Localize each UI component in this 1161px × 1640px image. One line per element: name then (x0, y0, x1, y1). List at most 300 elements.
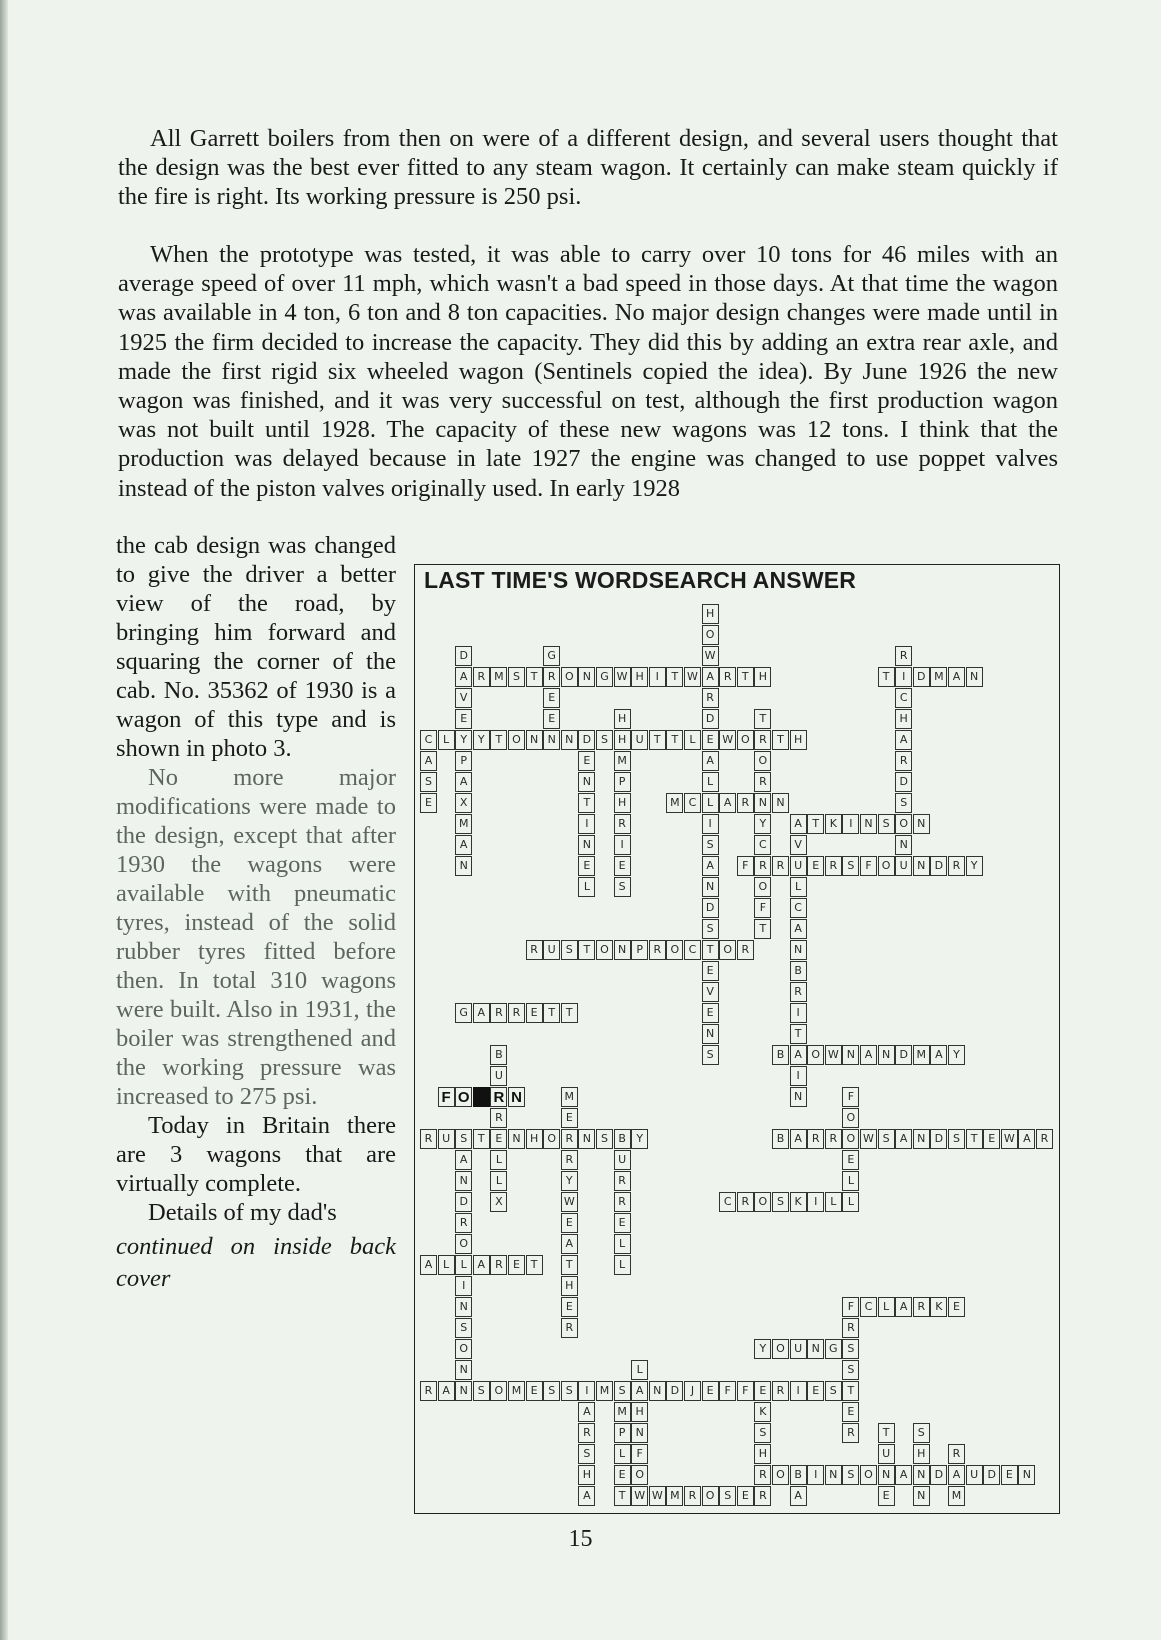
grid-letter-cell: A (948, 667, 965, 687)
grid-letter-cell: D (895, 1045, 912, 1065)
grid-letter-cell: E (543, 709, 560, 729)
grid-letter-cell: N (754, 793, 771, 813)
left-paragraph-modifications: No more major modifications were made to the design, except that after 1930 the wagons were available with pneumatic tyres, instead of the solid rubber tyres fitted before then. In total 310 wagons were built. Also in 1931, the boiler was strengthened and the working pressure was increased to 275 psi. (116, 764, 396, 1110)
grid-letter-cell: R (895, 646, 912, 666)
grid-letter-cell: G (455, 1003, 472, 1023)
grid-letter-cell: T (966, 1129, 983, 1149)
grid-letter-cell: L (614, 1444, 631, 1464)
grid-letter-cell: N (913, 1129, 930, 1149)
grid-letter-cell: N (807, 1339, 824, 1359)
grid-letter-cell: S (702, 835, 719, 855)
grid-letter-cell: L (614, 1234, 631, 1254)
grid-letter-cell: I (702, 814, 719, 834)
grid-letter-cell: R (455, 1213, 472, 1233)
grid-letter-cell: R (719, 667, 736, 687)
grid-letter-cell: C (684, 793, 701, 813)
grid-letter-cell: U (631, 730, 648, 750)
grid-letter-cell: N (913, 856, 930, 876)
grid-letter-cell: M (561, 1087, 578, 1107)
grid-letter-cell: X (490, 1192, 507, 1212)
grid-letter-cell: R (754, 1486, 771, 1506)
grid-letter-cell: O (754, 751, 771, 771)
grid-letter-cell: R (807, 1129, 824, 1149)
grid-letter-cell: N (772, 793, 789, 813)
grid-letter-cell: H (631, 667, 648, 687)
grid-letter-cell: N (913, 814, 930, 834)
grid-letter-cell: V (790, 835, 807, 855)
grid-letter-cell: B (614, 1129, 631, 1149)
grid-letter-cell: D (455, 646, 472, 666)
grid-letter-cell: N (455, 1360, 472, 1380)
grid-letter-cell: E (561, 1213, 578, 1233)
grid-letter-cell: L (842, 1171, 859, 1191)
grid-letter-cell: R (614, 1171, 631, 1191)
grid-letter-cell: E (526, 1003, 543, 1023)
grid-letter-cell: M (490, 667, 507, 687)
grid-letter-cell: D (895, 772, 912, 792)
page-spine-shadow (0, 0, 8, 1640)
grid-letter-cell: C (790, 898, 807, 918)
grid-letter-cell: U (895, 856, 912, 876)
grid-letter-cell: H (614, 709, 631, 729)
grid-letter-cell: H (754, 1444, 771, 1464)
grid-letter-cell: O (702, 1486, 719, 1506)
grid-letter-cell: H (702, 604, 719, 624)
grid-letter-cell: D (702, 898, 719, 918)
grid-letter-cell: S (878, 814, 895, 834)
grid-letter-cell: D (666, 1381, 683, 1401)
grid-letter-cell: S (702, 1045, 719, 1065)
grid-letter-cell: A (1018, 1129, 1035, 1149)
grid-letter-cell: D (455, 1192, 472, 1212)
grid-letter-cell: L (702, 793, 719, 813)
grid-letter-cell: T (561, 1255, 578, 1275)
grid-letter-cell: W (649, 1486, 666, 1506)
grid-letter-cell: A (948, 1465, 965, 1485)
grid-letter-cell: W (702, 646, 719, 666)
grid-letter-cell: D (930, 1465, 947, 1485)
grid-letter-cell: R (948, 1444, 965, 1464)
grid-letter-cell: A (578, 1402, 595, 1422)
grid-letter-cell: R (754, 856, 771, 876)
grid-letter-cell: R (737, 940, 754, 960)
grid-letter-cell: Y (966, 856, 983, 876)
grid-letter-cell: S (543, 1381, 560, 1401)
grid-letter-cell: A (790, 1486, 807, 1506)
grid-letter-cell: A (473, 1003, 490, 1023)
grid-letter-cell: N (966, 667, 983, 687)
grid-letter-cell: K (825, 814, 842, 834)
continued-note: continued on inside back cover (116, 1233, 396, 1292)
grid-letter-cell: N (860, 814, 877, 834)
grid-letter-cell: N (913, 1486, 930, 1506)
grid-letter-cell: R (561, 1129, 578, 1149)
grid-letter-cell: E (737, 1486, 754, 1506)
grid-letter-cell: T (842, 1381, 859, 1401)
grid-letter-cell: E (614, 856, 631, 876)
grid-letter-cell: M (508, 1381, 525, 1401)
grid-letter-cell: N (526, 730, 543, 750)
grid-letter-cell: G (543, 646, 560, 666)
grid-letter-cell: H (913, 1444, 930, 1464)
grid-letter-cell: T (543, 1003, 560, 1023)
grid-letter-cell: A (455, 1150, 472, 1170)
grid-letter-cell: O (666, 940, 683, 960)
grid-letter-cell: E (807, 1381, 824, 1401)
grid-letter-cell: A (578, 1486, 595, 1506)
grid-letter-cell: A (790, 814, 807, 834)
grid-letter-cell: S (596, 730, 613, 750)
grid-letter-cell: K (754, 1402, 771, 1422)
grid-letter-cell: H (631, 1402, 648, 1422)
grid-letter-cell: N (578, 667, 595, 687)
grid-letter-cell: D (578, 730, 595, 750)
grid-letter-cell: I (842, 814, 859, 834)
grid-letter-cell: E (702, 961, 719, 981)
grid-letter-cell: O (702, 625, 719, 645)
grid-letter-cell: A (790, 919, 807, 939)
grid-letter-cell: R (490, 1255, 507, 1275)
grid-letter-cell: T (561, 1003, 578, 1023)
grid-letter-cell: B (790, 961, 807, 981)
grid-letter-cell: R (790, 982, 807, 1002)
grid-letter-cell: A (860, 1045, 877, 1065)
grid-letter-cell: E (948, 1297, 965, 1317)
grid-letter-cell: T (526, 667, 543, 687)
grid-letter-cell: P (614, 1423, 631, 1443)
grid-letter-cell: B (772, 1129, 789, 1149)
grid-letter-cell: U (966, 1465, 983, 1485)
grid-letter-cell: W (631, 1486, 648, 1506)
grid-letter-cell: L (614, 1255, 631, 1275)
grid-letter-cell: K (930, 1297, 947, 1317)
grid-letter-cell: E (561, 1297, 578, 1317)
grid-letter-cell: F (842, 1297, 859, 1317)
grid-letter-cell: N (649, 1381, 666, 1401)
grid-letter-cell: A (895, 1129, 912, 1149)
grid-letter-cell: A (790, 1045, 807, 1065)
grid-letter-cell: S (825, 1381, 842, 1401)
grid-letter-cell: S (596, 1129, 613, 1149)
grid-letter-cell: S (842, 1360, 859, 1380)
grid-letter-cell: C (684, 940, 701, 960)
grid-letter-cell: E (702, 1381, 719, 1401)
grid-letter-cell: O (508, 730, 525, 750)
grid-letter-cell: U (790, 1339, 807, 1359)
grid-letter-cell: A (631, 1381, 648, 1401)
grid-letter-cell: A (895, 1297, 912, 1317)
grid-letter-cell: T (807, 814, 824, 834)
grid-letter-cell: S (948, 1129, 965, 1149)
grid-letter-cell: I (790, 1381, 807, 1401)
grid-letter-cell: T (790, 1024, 807, 1044)
grid-letter-cell: L (438, 730, 455, 750)
grid-letter-cell: L (790, 877, 807, 897)
grid-letter-cell: M (455, 814, 472, 834)
grid-letter-cell: E (578, 751, 595, 771)
grid-letter-cell: E (702, 1003, 719, 1023)
grid-letter-cell: A (420, 751, 437, 771)
grid-letter-cell: A (895, 1465, 912, 1485)
grid-letter-cell: I (649, 667, 666, 687)
grid-letter-cell: I (807, 1465, 824, 1485)
grid-letter-cell: T (578, 940, 595, 960)
grid-letter-cell: O (455, 1087, 472, 1107)
grid-letter-cell: M (614, 1402, 631, 1422)
grid-letter-cell (473, 1087, 490, 1107)
grid-letter-cell: R (842, 1318, 859, 1338)
grid-letter-cell: H (790, 730, 807, 750)
grid-letter-cell: N (878, 1465, 895, 1485)
grid-letter-cell: T (878, 667, 895, 687)
grid-letter-cell: L (578, 877, 595, 897)
grid-letter-cell: I (578, 1381, 595, 1401)
grid-letter-cell: O (543, 1129, 560, 1149)
grid-letter-cell: S (719, 1486, 736, 1506)
grid-letter-cell: E (455, 709, 472, 729)
grid-letter-cell: E (807, 856, 824, 876)
grid-letter-cell: Y (631, 1129, 648, 1149)
grid-letter-cell: N (825, 1465, 842, 1485)
grid-letter-cell: W (561, 1192, 578, 1212)
grid-letter-cell: C (420, 730, 437, 750)
grid-letter-cell: L (702, 772, 719, 792)
grid-letter-cell: T (878, 1423, 895, 1443)
grid-letter-cell: O (455, 1339, 472, 1359)
grid-letter-cell: H (895, 709, 912, 729)
grid-letter-cell: S (420, 772, 437, 792)
grid-letter-cell: N (790, 1087, 807, 1107)
grid-letter-cell: U (790, 856, 807, 876)
grid-letter-cell: P (614, 772, 631, 792)
grid-letter-cell: E (614, 1213, 631, 1233)
grid-letter-cell: E (490, 1129, 507, 1149)
grid-letter-cell: I (790, 1066, 807, 1086)
grid-letter-cell: Y (754, 814, 771, 834)
grid-letter-cell: O (596, 940, 613, 960)
grid-letter-cell: S (754, 1423, 771, 1443)
grid-letter-cell: L (631, 1360, 648, 1380)
page-number: 15 (568, 1526, 593, 1552)
grid-letter-cell: R (702, 688, 719, 708)
grid-letter-cell: T (649, 730, 666, 750)
grid-letter-cell: E (702, 730, 719, 750)
grid-letter-cell: W (1001, 1129, 1018, 1149)
grid-letter-cell: U (438, 1129, 455, 1149)
grid-letter-cell: S (772, 1192, 789, 1212)
grid-letter-cell: R (526, 940, 543, 960)
grid-letter-cell: L (490, 1171, 507, 1191)
grid-letter-cell: E (842, 1402, 859, 1422)
grid-letter-cell: R (420, 1381, 437, 1401)
grid-letter-cell: O (754, 877, 771, 897)
grid-letter-cell: R (825, 1129, 842, 1149)
grid-letter-cell: M (666, 1486, 683, 1506)
grid-letter-cell: T (490, 730, 507, 750)
grid-letter-cell: R (490, 1087, 507, 1107)
grid-letter-cell: R (649, 940, 666, 960)
grid-letter-cell: D (930, 1129, 947, 1149)
grid-letter-cell: R (737, 1192, 754, 1212)
grid-letter-cell: T (473, 1129, 490, 1149)
grid-letter-cell: F (737, 856, 754, 876)
grid-letter-cell: S (578, 1444, 595, 1464)
grid-letter-cell: J (684, 1381, 701, 1401)
grid-letter-cell: R (754, 1465, 771, 1485)
grid-letter-cell: M (948, 1486, 965, 1506)
grid-letter-cell: M (913, 1045, 930, 1065)
grid-letter-cell: W (614, 667, 631, 687)
grid-letter-cell: A (719, 793, 736, 813)
grid-letter-cell: E (1001, 1465, 1018, 1485)
grid-letter-cell: P (455, 751, 472, 771)
grid-letter-cell: S (614, 1381, 631, 1401)
grid-letter-cell: E (842, 1150, 859, 1170)
grid-letter-cell: N (455, 1297, 472, 1317)
grid-letter-cell: N (790, 940, 807, 960)
grid-letter-cell: R (895, 751, 912, 771)
grid-letter-cell: R (913, 1297, 930, 1317)
grid-letter-cell: N (543, 730, 560, 750)
grid-letter-cell: R (508, 1003, 525, 1023)
grid-letter-cell: U (543, 940, 560, 960)
grid-letter-cell: L (878, 1297, 895, 1317)
grid-letter-cell: O (631, 1465, 648, 1485)
grid-letter-cell: H (614, 793, 631, 813)
grid-letter-cell: U (878, 1444, 895, 1464)
grid-letter-cell: T (526, 1255, 543, 1275)
grid-letter-cell: A (420, 1255, 437, 1275)
grid-letter-cell: N (895, 835, 912, 855)
grid-letter-cell: A (930, 1045, 947, 1065)
grid-letter-cell: I (895, 667, 912, 687)
grid-letter-cell: R (842, 1423, 859, 1443)
grid-letter-cell: L (455, 1255, 472, 1275)
grid-letter-cell: I (455, 1276, 472, 1296)
grid-letter-cell: A (473, 1255, 490, 1275)
grid-letter-cell: R (825, 856, 842, 876)
grid-letter-cell: T (578, 793, 595, 813)
grid-letter-cell: A (790, 1129, 807, 1149)
grid-letter-cell: L (438, 1255, 455, 1275)
grid-letter-cell: S (913, 1423, 930, 1443)
grid-letter-cell: A (895, 730, 912, 750)
grid-letter-cell: O (719, 940, 736, 960)
grid-letter-cell: R (578, 1423, 595, 1443)
grid-letter-cell: S (508, 667, 525, 687)
grid-letter-cell: N (561, 730, 578, 750)
grid-letter-cell: O (455, 1234, 472, 1254)
grid-letter-cell: N (455, 856, 472, 876)
grid-letter-cell: N (1018, 1465, 1035, 1485)
grid-letter-cell: B (490, 1045, 507, 1065)
grid-letter-cell: K (790, 1192, 807, 1212)
grid-letter-cell: U (614, 1150, 631, 1170)
grid-letter-cell: F (737, 1381, 754, 1401)
grid-letter-cell: F (631, 1444, 648, 1464)
grid-letter-cell: E (561, 1108, 578, 1128)
grid-letter-cell: T (737, 667, 754, 687)
grid-letter-cell: O (878, 856, 895, 876)
grid-letter-cell: N (614, 940, 631, 960)
paragraph-boilers: All Garrett boilers from then on were of a different design, and several users thought that the design was the best ever fitted to any steam wagon. It certainly can make steam quickly if the fire is right. Its working pressure is 250 psi. (118, 125, 1058, 211)
grid-letter-cell: G (596, 667, 613, 687)
grid-letter-cell: S (614, 877, 631, 897)
grid-letter-cell: S (878, 1129, 895, 1149)
grid-letter-cell: W (684, 667, 701, 687)
grid-letter-cell: R (948, 856, 965, 876)
grid-letter-cell: R (561, 1318, 578, 1338)
grid-letter-cell: X (455, 793, 472, 813)
grid-letter-cell: H (614, 730, 631, 750)
grid-letter-cell: O (737, 730, 754, 750)
grid-letter-cell: R (490, 1108, 507, 1128)
grid-letter-cell: O (807, 1045, 824, 1065)
grid-letter-cell: F (860, 856, 877, 876)
grid-letter-cell: A (455, 667, 472, 687)
grid-letter-cell: O (561, 667, 578, 687)
grid-letter-cell: N (455, 1381, 472, 1401)
grid-letter-cell: I (807, 1192, 824, 1212)
grid-letter-cell: A (702, 751, 719, 771)
grid-letter-cell: V (702, 982, 719, 1002)
grid-letter-cell: O (772, 1339, 789, 1359)
grid-letter-cell: Y (754, 1339, 771, 1359)
grid-letter-cell: O (842, 1108, 859, 1128)
grid-letter-cell: G (825, 1339, 842, 1359)
grid-letter-cell: A (561, 1234, 578, 1254)
grid-letter-cell: C (754, 835, 771, 855)
grid-letter-cell: E (526, 1381, 543, 1401)
grid-letter-cell: L (490, 1150, 507, 1170)
grid-letter-cell: M (614, 751, 631, 771)
left-paragraph-cab: the cab design was changed to give the driver a better view of the road, by bringing him forward and squaring the corner of the cab. No. 35362 of 1930 is a wagon of this type and is shown in photo 3. (116, 532, 396, 762)
grid-letter-cell: R (772, 856, 789, 876)
grid-letter-cell: M (666, 793, 683, 813)
grid-letter-cell: R (754, 772, 771, 792)
grid-letter-cell: E (578, 856, 595, 876)
grid-letter-cell: E (983, 1129, 1000, 1149)
grid-letter-cell: O (490, 1381, 507, 1401)
grid-letter-cell: T (666, 730, 683, 750)
grid-letter-cell: I (790, 1003, 807, 1023)
grid-letter-cell: I (614, 835, 631, 855)
grid-letter-cell: W (860, 1129, 877, 1149)
grid-letter-cell: R (614, 1192, 631, 1212)
grid-letter-cell: B (772, 1045, 789, 1065)
grid-letter-cell: O (754, 1192, 771, 1212)
grid-letter-cell: C (719, 1192, 736, 1212)
grid-letter-cell: S (842, 856, 859, 876)
grid-letter-cell: R (561, 1150, 578, 1170)
grid-letter-cell: F (754, 898, 771, 918)
grid-letter-cell: I (578, 814, 595, 834)
grid-letter-cell: A (455, 772, 472, 792)
grid-letter-cell: E (754, 1381, 771, 1401)
grid-letter-cell: W (719, 730, 736, 750)
grid-letter-cell: A (702, 667, 719, 687)
grid-letter-cell: A (438, 1381, 455, 1401)
grid-letter-cell: D (702, 709, 719, 729)
grid-letter-cell: N (631, 1423, 648, 1443)
grid-letter-cell: F (842, 1087, 859, 1107)
grid-letter-cell: N (578, 1129, 595, 1149)
grid-letter-cell: E (420, 793, 437, 813)
grid-letter-cell: A (702, 856, 719, 876)
grid-letter-cell: S (842, 1465, 859, 1485)
grid-letter-cell: B (790, 1465, 807, 1485)
grid-letter-cell: R (684, 1486, 701, 1506)
